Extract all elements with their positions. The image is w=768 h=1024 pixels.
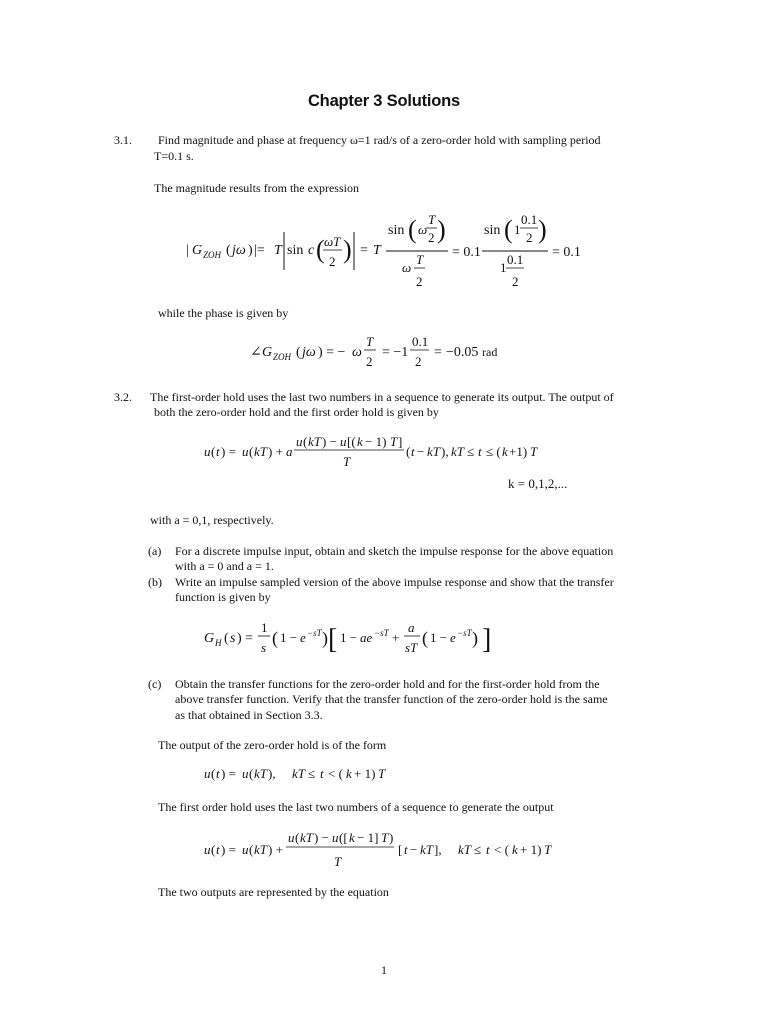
svg-text:u: u xyxy=(242,444,249,459)
svg-text:H: H xyxy=(215,638,222,648)
svg-text:(: ( xyxy=(211,766,216,781)
svg-text:) −: ) − xyxy=(322,434,337,449)
svg-text:= −1: = −1 xyxy=(382,345,409,360)
svg-text:≤: ≤ xyxy=(474,842,482,857)
problem-statement: The first-order hold uses the last two numbers in a sequence to generate its output. The output of xyxy=(150,390,614,404)
svg-text:): ) xyxy=(248,243,253,258)
part-text: as that obtained in Section 3.3. xyxy=(175,708,323,722)
svg-text:=: = xyxy=(360,243,368,258)
svg-text:0.1: 0.1 xyxy=(521,212,538,227)
svg-text:< (: < ( xyxy=(494,842,509,857)
svg-text:T: T xyxy=(274,243,282,258)
svg-text:sT: sT xyxy=(405,640,418,655)
svg-text:sin: sin xyxy=(388,223,405,238)
svg-text:1 −: 1 − xyxy=(280,630,298,645)
svg-text:−sT: −sT xyxy=(307,628,322,638)
svg-text:(: ( xyxy=(296,345,301,360)
svg-text:2: 2 xyxy=(526,230,533,245)
svg-text:T: T xyxy=(530,444,538,459)
svg-text:a: a xyxy=(286,444,293,459)
svg-text:=: = xyxy=(434,345,442,360)
svg-text:u: u xyxy=(204,444,211,459)
svg-text:(: ( xyxy=(226,243,231,258)
svg-text:≤ (: ≤ ( xyxy=(486,444,501,459)
svg-text:k: k xyxy=(357,434,363,449)
part-text: For a discrete impulse input, obtain and sketch the impulse response for the above equation xyxy=(175,544,614,558)
k-range: k = 0,1,2,... xyxy=(508,476,568,491)
svg-text:kT: kT xyxy=(254,766,267,781)
svg-text:u: u xyxy=(242,766,249,781)
two-outputs-text: The two outputs are represented by the equation xyxy=(158,885,389,899)
svg-text:t: t xyxy=(478,444,482,459)
svg-text:≤: ≤ xyxy=(467,444,475,459)
svg-text:k: k xyxy=(512,842,518,857)
svg-text:(: ( xyxy=(224,631,229,646)
svg-text:kT: kT xyxy=(292,766,305,781)
svg-text:ZOH: ZOH xyxy=(273,352,292,362)
svg-text:(: ( xyxy=(406,444,411,459)
svg-text:∠: ∠ xyxy=(250,345,262,360)
svg-text:G: G xyxy=(204,631,215,646)
svg-text:e: e xyxy=(450,630,456,645)
svg-text:ω: ω xyxy=(418,222,428,237)
page-number: 1 xyxy=(381,963,387,977)
phase-result: −0.05 xyxy=(446,345,479,360)
svg-text:) = −: ) = − xyxy=(318,345,346,360)
foh-intro-text: The first order hold uses the last two numbers of a sequence to generate the output xyxy=(158,800,554,814)
svg-text:),: ), xyxy=(268,766,276,781)
svg-text:+ 1): + 1) xyxy=(520,842,542,857)
svg-text:(: ( xyxy=(211,842,216,857)
svg-text:t: t xyxy=(411,444,415,459)
svg-text:kT: kT xyxy=(458,842,471,857)
svg-text:(: ( xyxy=(249,766,254,781)
svg-text:T: T xyxy=(381,830,389,845)
svg-text:ae: ae xyxy=(360,630,373,645)
svg-text:) −: ) − xyxy=(314,830,329,845)
svg-text:= 0.1: = 0.1 xyxy=(552,245,581,260)
svg-text:) =: ) = xyxy=(237,631,254,646)
svg-text:2: 2 xyxy=(415,354,422,369)
svg-text:a: a xyxy=(408,620,415,635)
svg-text:1: 1 xyxy=(514,222,521,237)
svg-text:t: t xyxy=(320,766,324,781)
svg-text:),: ), xyxy=(441,444,449,459)
zoh-equation xyxy=(200,760,410,793)
svg-text:u: u xyxy=(340,434,347,449)
svg-text:T: T xyxy=(334,854,342,869)
svg-text:2: 2 xyxy=(366,354,373,369)
part-text: Write an impulse sampled version of the above impulse response and show that the transfer xyxy=(175,575,614,589)
svg-text:1 −: 1 − xyxy=(430,630,448,645)
svg-text:t: t xyxy=(216,444,220,459)
with-a-text: with a = 0,1, respectively. xyxy=(150,513,274,527)
svg-text:sin: sin xyxy=(287,243,304,258)
svg-text:kT: kT xyxy=(254,444,267,459)
svg-text:2: 2 xyxy=(428,230,435,245)
svg-text:u: u xyxy=(332,830,339,845)
svg-text:= 0.1: = 0.1 xyxy=(452,245,481,260)
svg-text:) +: ) + xyxy=(268,842,283,857)
svg-text:+1): +1) xyxy=(509,444,528,459)
svg-text:ZOH: ZOH xyxy=(203,250,222,260)
svg-text:2: 2 xyxy=(416,274,423,289)
svg-text:(: ( xyxy=(303,434,308,449)
svg-text:]: ] xyxy=(398,434,403,449)
phase-unit: rad xyxy=(482,345,498,359)
problem-statement-cont: both the zero-order hold and the first order hold is given by xyxy=(154,405,439,419)
svg-text:u: u xyxy=(296,434,303,449)
svg-text:ω: ω xyxy=(402,260,412,275)
svg-text:1: 1 xyxy=(500,260,507,275)
svg-text:u: u xyxy=(288,830,295,845)
svg-text:T: T xyxy=(378,766,386,781)
svg-text:(: ( xyxy=(249,444,254,459)
foh-equation xyxy=(200,826,560,877)
svg-text:0.1: 0.1 xyxy=(507,252,524,267)
svg-text:c: c xyxy=(308,243,315,258)
svg-text:u: u xyxy=(204,766,211,781)
svg-text:jω: jω xyxy=(302,345,316,360)
svg-text:[: [ xyxy=(328,624,338,655)
svg-text:T: T xyxy=(416,252,424,267)
svg-text:k: k xyxy=(346,766,352,781)
svg-text:+: + xyxy=(392,630,400,645)
svg-text:−: − xyxy=(417,444,425,459)
svg-text:): ) xyxy=(322,628,328,648)
svg-text:(: ( xyxy=(272,628,278,648)
svg-text:t: t xyxy=(486,842,490,857)
svg-text:− 1): − 1) xyxy=(365,434,387,449)
svg-text:t: t xyxy=(404,842,408,857)
magnitude-equation xyxy=(180,206,600,297)
svg-text:jω: jω xyxy=(232,243,246,258)
zoh-intro-text: The output of the zero-order hold is of the form xyxy=(158,738,387,752)
svg-text:u: u xyxy=(242,842,249,857)
svg-text:−sT: −sT xyxy=(457,628,472,638)
svg-text:T: T xyxy=(343,454,351,469)
svg-text:): ) xyxy=(389,830,394,845)
part-label: (a) xyxy=(148,544,162,558)
svg-text:−: − xyxy=(410,842,418,857)
svg-text:kT: kT xyxy=(300,830,313,845)
svg-text:) =: ) = xyxy=(221,444,236,459)
svg-text:) =: ) = xyxy=(221,842,236,857)
svg-text:|: | xyxy=(186,243,189,258)
svg-text:1: 1 xyxy=(261,620,268,635)
svg-text:k: k xyxy=(502,444,508,459)
svg-text:(: ( xyxy=(211,444,216,459)
svg-text:u: u xyxy=(204,842,211,857)
svg-text:G: G xyxy=(262,345,273,360)
svg-text:T: T xyxy=(544,842,552,857)
svg-text:) +: ) + xyxy=(268,444,283,459)
svg-text:[(: [( xyxy=(347,434,356,449)
svg-text:G: G xyxy=(192,243,203,258)
svg-text:kT: kT xyxy=(427,444,440,459)
svg-text:2: 2 xyxy=(512,274,519,289)
svg-text:): ) xyxy=(538,215,547,244)
problem-statement: Find magnitude and phase at frequency ω=1 rad/s of a zero-order hold with sampling period xyxy=(158,133,601,147)
svg-text:([: ([ xyxy=(339,830,348,845)
part-text: Obtain the transfer functions for the zero-order hold and for the first-order hold from the xyxy=(175,677,600,691)
svg-text:kT: kT xyxy=(308,434,321,449)
svg-text:k: k xyxy=(349,830,355,845)
svg-text:kT: kT xyxy=(254,842,267,857)
svg-text:(: ( xyxy=(422,628,428,648)
svg-text:(: ( xyxy=(316,235,325,264)
transfer-function-equation xyxy=(200,614,510,669)
svg-text:< (: < ( xyxy=(328,766,343,781)
hold-output-equation xyxy=(200,430,560,481)
problem-number: 3.1. xyxy=(114,133,132,147)
svg-text:s: s xyxy=(261,640,267,655)
svg-text:(: ( xyxy=(504,215,513,244)
part-text: function is given by xyxy=(175,590,271,604)
svg-text:t: t xyxy=(216,766,220,781)
svg-text:(: ( xyxy=(249,842,254,857)
svg-text:+ 1): + 1) xyxy=(354,766,376,781)
svg-text:ω: ω xyxy=(352,345,362,360)
part-label: (c) xyxy=(148,677,162,691)
svg-text:−sT: −sT xyxy=(374,628,389,638)
svg-text:[: [ xyxy=(398,842,403,857)
svg-text:|=: |= xyxy=(254,243,265,258)
svg-text:ωT: ωT xyxy=(324,234,341,249)
problem-number: 3.2. xyxy=(114,390,132,404)
svg-text:kT: kT xyxy=(451,444,464,459)
svg-text:2: 2 xyxy=(329,254,336,269)
svg-text:t: t xyxy=(216,842,220,857)
svg-text:sin: sin xyxy=(484,223,501,238)
svg-text:) =: ) = xyxy=(221,766,236,781)
svg-text:≤: ≤ xyxy=(308,766,316,781)
problem-statement-cont: T=0.1 s. xyxy=(154,149,194,163)
svg-text:kT: kT xyxy=(420,842,433,857)
svg-text:T: T xyxy=(428,212,436,227)
svg-text:): ) xyxy=(472,628,478,648)
svg-text:(: ( xyxy=(408,215,417,244)
svg-text:T: T xyxy=(390,434,398,449)
svg-text:): ) xyxy=(343,235,352,264)
svg-text:s: s xyxy=(230,631,236,646)
svg-text:T: T xyxy=(366,334,374,349)
page-title: Chapter 3 Solutions xyxy=(307,92,461,110)
svg-text:0.1: 0.1 xyxy=(412,334,429,349)
magnitude-intro-text: The magnitude results from the expression xyxy=(154,181,359,195)
phase-equation xyxy=(244,330,534,379)
svg-text:],: ], xyxy=(434,842,442,857)
svg-text:T: T xyxy=(373,243,381,258)
phase-intro-text: while the phase is given by xyxy=(158,306,289,320)
svg-text:): ) xyxy=(437,215,446,244)
part-label: (b) xyxy=(148,575,162,589)
part-text: above transfer function. Verify that the transfer function of the zero-order hold is the same xyxy=(175,692,608,706)
svg-text:(: ( xyxy=(295,830,300,845)
part-text: with a = 0 and a = 1. xyxy=(175,559,274,573)
svg-text:− 1]: − 1] xyxy=(357,830,379,845)
svg-text:e: e xyxy=(300,630,306,645)
svg-text:]: ] xyxy=(482,624,492,655)
svg-text:1 −: 1 − xyxy=(340,630,358,645)
